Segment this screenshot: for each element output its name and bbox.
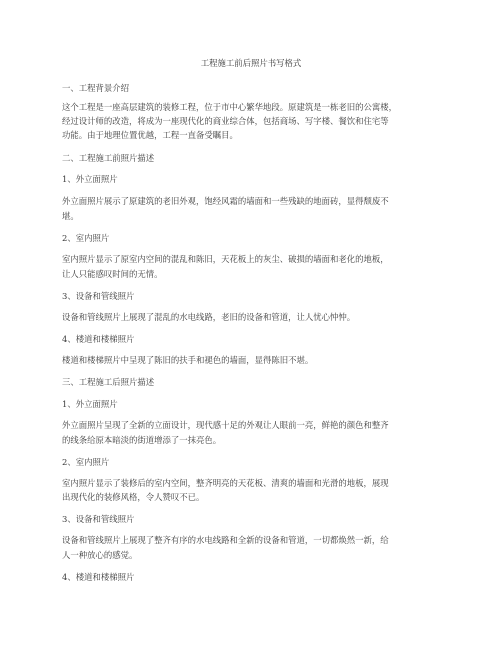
section-heading-after: 三、工程施工后照片描述 [62,377,155,387]
paragraph-line: 经过设计师的改造，将成为一座现代化的商业综合体，包括商场、写字楼、餐饮和住宅等 [62,116,389,126]
paragraph-line: 楼道和楼梯照片中呈现了陈旧的扶手和褪色的墙面，显得陈旧不堪。 [62,355,314,365]
subheading-interior: 2、室内照片 [62,457,110,467]
paragraph-line: 室内照片显示了装修后的室内空间，整齐明亮的天花板、清爽的墙面和光滑的地板，展现 [62,478,389,488]
subheading-facade: 1、外立面照片 [62,399,118,409]
subheading-interior: 2、室内照片 [62,233,110,243]
section-heading-before: 二、工程施工前照片描述 [62,153,155,163]
subheading-equipment: 3、设备和管线照片 [62,291,135,301]
paragraph-line: 室内照片显示了原室内空间的混乱和陈旧，天花板上的灰尘、破损的墙面和老化的地板， [62,254,389,264]
paragraph-line: 外立面照片展示了原建筑的老旧外观，饱经风霜的墙面和一些残缺的地面砖，显得颓废不 [62,196,389,206]
subheading-equipment: 3、设备和管线照片 [62,514,135,524]
paragraph-line: 设备和管线照片上展现了混乱的水电线路，老旧的设备和管道，让人忧心忡忡。 [62,312,356,322]
section-heading-background: 一、工程背景介绍 [62,83,129,93]
paragraph-line: 让人只能感叹时间的无情。 [62,269,163,279]
paragraph-line: 出现代化的装修风格，令人赞叹不已。 [62,492,205,502]
paragraph-line: 人一种放心的感觉。 [62,550,138,560]
subheading-stairs: 4、楼道和楼梯照片 [62,572,135,582]
paragraph-line: 这个工程是一座高层建筑的装修工程，位于市中心繁华地段。原建筑是一栋老旧的公寓楼， [62,102,397,112]
paragraph-line: 的线条给原本暗淡的街道增添了一抹亮色。 [62,435,222,445]
paragraph-line: 外立面照片呈现了全新的立面设计，现代感十足的外观让人眼前一亮，鲜艳的颜色和整齐 [62,420,389,430]
paragraph-line: 堪。 [62,211,79,221]
subheading-stairs: 4、楼道和楼梯照片 [62,334,135,344]
paragraph-line: 功能。由于地理位置优越，工程一直备受瞩目。 [62,130,238,140]
paragraph-line: 设备和管线照片上展现了整齐有序的水电线路和全新的设备和管道，一切都焕然一新，给 [62,535,389,545]
subheading-facade: 1、外立面照片 [62,174,118,184]
document-title: 工程施工前后照片书写格式 [200,58,302,68]
